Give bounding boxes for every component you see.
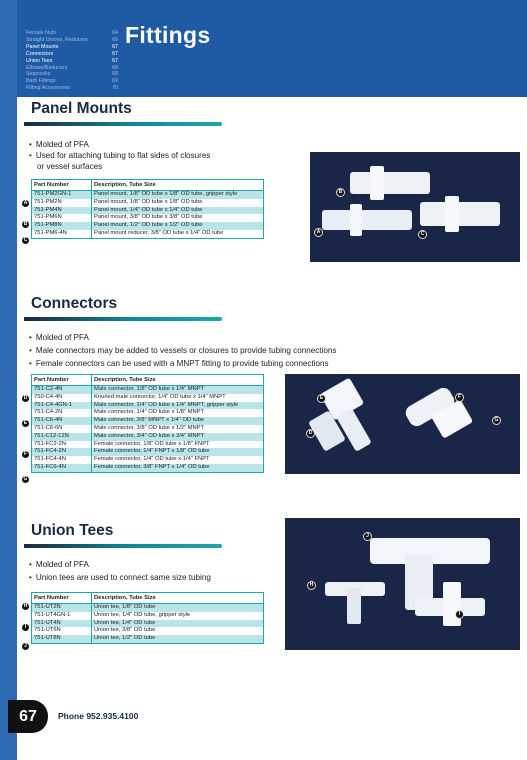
section-underline xyxy=(24,317,222,321)
bullet-list xyxy=(29,139,210,172)
table-row: 751-C6-4N Male connector, 3/8" MNPT x 1/4" OD tube xyxy=(32,417,263,425)
toc-item[interactable]: Connectors 67 xyxy=(26,50,118,57)
section-toc xyxy=(26,30,118,92)
toc-item[interactable]: Stopcocks 68 xyxy=(26,71,118,78)
photo-label-c: C xyxy=(418,230,427,239)
photo-label-h: H xyxy=(307,581,316,590)
table-row: 751-PM2N Panel mount, 1/8" OD tube x 1/8" OD tube xyxy=(34,198,203,205)
bullet-item: • Female connectors can be used with a MNPT fitting to provide tubing connections xyxy=(29,357,336,370)
table-row: 751-UT2N Union tee, 1/8" OD tube xyxy=(32,604,263,612)
page-number: 67 xyxy=(8,700,48,733)
table-row: 751-PM8N Panel mount, 1/2" OD tube x 1/2" OD tube xyxy=(32,222,263,230)
table-row: 751-C2-4N Male connector, 1/8" OD tube x 1/4" MNPT xyxy=(32,386,263,394)
bullet-item: • Male connectors may be added to vessels or closures to provide tubing connections xyxy=(29,344,336,357)
connector-fittings-image xyxy=(285,374,520,474)
photo-label-i: I xyxy=(455,610,464,619)
toc-item[interactable]: Female Nuts 64 xyxy=(26,30,118,36)
table-row: 751-FC6-4N Female connector, 3/8" FNPT x 1/4" OD tube xyxy=(32,464,263,472)
row-marker-a: A xyxy=(23,200,28,206)
toc-item[interactable]: Panel Mounts 67 xyxy=(26,43,118,50)
bullet-item: • Molded of PFA xyxy=(29,331,336,344)
row-marker-i: I xyxy=(22,624,29,631)
left-sidebar-stripe xyxy=(0,0,17,760)
bullet-item: • Union tees are used to connect same size tubing xyxy=(29,571,211,584)
union-tee-fittings-image xyxy=(285,518,520,650)
table-header: Part Number Description, Tube Size xyxy=(32,375,263,386)
page-header xyxy=(17,0,527,97)
section-title-connectors: Connectors xyxy=(31,295,118,312)
table-row: 750-C4-4N Knurled male connector, 1/4" OD tube x 1/4" MNPT xyxy=(34,393,226,400)
table-row: 751-FC4-2N Female connector, 1/4" FNPT x 1/8" OD tube xyxy=(32,448,263,456)
toc-item[interactable]: Fitting Accessories 70 xyxy=(26,85,118,92)
photo-label-f: F xyxy=(455,393,464,402)
panel-mount-photo xyxy=(310,152,520,262)
table-row: 751-C4-2N Male connector, 1/4" OD tube x 1/8" MNPT xyxy=(34,409,205,416)
section-underline xyxy=(24,544,222,548)
union-tees-photo xyxy=(285,518,520,650)
parts-table xyxy=(31,374,264,473)
section-title-panel-mounts: Panel Mounts xyxy=(31,100,132,117)
row-marker-e: E xyxy=(23,420,28,426)
table-row: 751-PM6N Panel mount, 3/8" OD tube x 3/8" OD tube xyxy=(34,214,203,221)
table-row: 751-FC4-4N Female connector, 1/4" OD tube x 1/4" FNPT xyxy=(34,456,210,463)
bullet-item: • Used for attaching tubing to flat sides of closures xyxy=(29,150,210,161)
table-row: 751-C4-4GN-1 Male connector, 1/4" OD tube x 1/4" MNPT, gripper style xyxy=(32,402,263,410)
photo-label-d: D xyxy=(306,429,315,438)
table-header: Part Number Description, Tube Size xyxy=(32,593,263,604)
bullet-item: • Molded of PFA xyxy=(29,558,211,571)
bullet-list xyxy=(29,558,211,584)
parts-table xyxy=(31,592,264,644)
section-title-union-tees: Union Tees xyxy=(31,522,114,539)
row-marker-f: F xyxy=(23,451,28,457)
photo-label-g: G xyxy=(492,416,501,425)
page-title: Fittings xyxy=(125,22,211,48)
toc-item[interactable]: Barb Fittings 69 xyxy=(26,78,118,85)
parts-table xyxy=(31,179,264,239)
table-row: 751-FC2-2N Female connector, 1/8" OD tube x 1/8" FNPT xyxy=(34,440,210,447)
connectors-photo xyxy=(285,374,520,474)
table-row: 751-UT6N Union tee, 3/8" OD tube xyxy=(34,627,156,634)
table-row: 751-C12-12N Male connector, 3/4" OD tube x 3/4" MNPT xyxy=(32,433,263,441)
table-row: 751-PM4N Panel mount, 1/4" OD tube x 1/4" OD tube xyxy=(32,207,263,215)
table-row: 751-PM2GN-1 Panel mount, 1/8" OD tube x 1/8" OD tube, gripper style xyxy=(32,191,263,199)
table-header: Part Number Description, Tube Size xyxy=(32,180,263,191)
bullet-continuation: or vessel surfaces xyxy=(37,162,103,171)
row-marker-h: H xyxy=(23,603,28,609)
table-row: 751-C8-6N Male connector, 3/8" OD tube x 1/2" MNPT xyxy=(34,424,205,431)
photo-label-a: A xyxy=(314,228,323,237)
row-marker-g: G xyxy=(23,476,28,482)
phone-number: Phone 952.935.4100 xyxy=(58,711,139,721)
toc-item[interactable]: Elbows/Reducers 68 xyxy=(26,64,118,71)
row-marker-j: J xyxy=(22,643,29,650)
row-marker-c: C xyxy=(23,237,28,243)
panel-mount-fittings-image xyxy=(310,152,520,262)
row-marker-d: D xyxy=(23,395,28,401)
section-underline xyxy=(24,122,222,126)
toc-item[interactable]: Straight Unions, Reducers 66 xyxy=(26,36,118,43)
table-row: 751-UT4GN-1 Union tee, 1/4" OD tube, gripper style xyxy=(34,611,191,618)
photo-label-e: E xyxy=(317,394,326,403)
photo-label-b: B xyxy=(336,188,345,197)
table-row: 751-PM6-4N Panel mount reducer, 3/8" OD tube x 1/4" OD tube xyxy=(34,229,224,236)
photo-label-j: J xyxy=(363,532,372,541)
table-row: 751-UT4N Union tee, 1/4" OD tube xyxy=(32,620,263,628)
bullet-list xyxy=(29,331,336,370)
row-marker-b: B xyxy=(23,221,28,227)
bullet-item: • Molded of PFA xyxy=(29,139,210,150)
table-row: 751-UT8N Union tee, 1/2" OD tube xyxy=(32,635,263,643)
toc-item[interactable]: Union Tees 67 xyxy=(26,57,118,64)
